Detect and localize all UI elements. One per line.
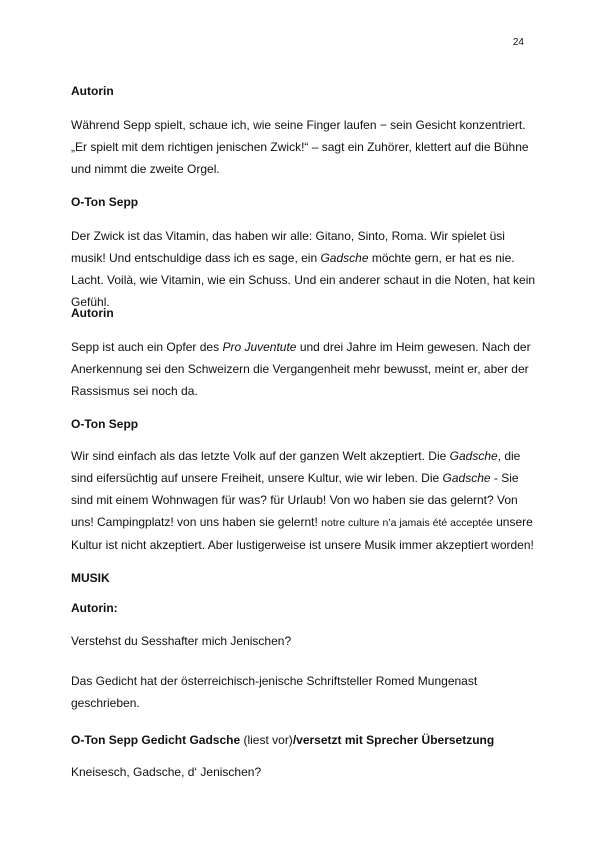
paragraph-3 xyxy=(71,336,537,402)
heading-musik: MUSIK xyxy=(71,571,110,585)
heading-gedicht: O-Ton Sepp Gedicht Gadsche (liest vor)/versetzt mit Sprecher Übersetzung xyxy=(71,733,495,747)
heading-autorin-2: Autorin xyxy=(71,306,114,320)
heading-oton-sepp-2: O-Ton Sepp xyxy=(71,417,139,431)
paragraph-1-text: Während Sepp spielt, schaue ich, wie seine Finger laufen − sein Gesicht konzentriert. „Er spielt mit dem richtigen jenischen Zwick!“ – sagt ein Zuhörer, klettert auf die Bühne und nimmt die zweite Orgel. xyxy=(71,118,529,176)
page-number: 24 xyxy=(512,37,524,48)
paragraph-2-text: Der Zwick ist das Vitamin, das haben wir alle: Gitano, Sinto, Roma. Wir spielet üsi musik! Und entschuldige dass ich es sage, ein Gadsche möchte gern, er hat es nie. Lacht. Voilà, wie Vitamin, wie ein Schuss. Und ein anderer schaut in die Noten, hat kein Gefühl. xyxy=(71,229,536,309)
paragraph-2 xyxy=(71,225,537,313)
paragraph-1 xyxy=(71,114,537,180)
french-quote: notre culture n’a jamais été acceptée xyxy=(321,517,493,529)
paragraph-4-text: Wir sind einfach als das letzte Volk auf der ganzen Welt akzeptiert. Die Gadsche, die sind eifersüchtig auf unsere Freiheit, unsere Kultur, wie wir leben. Die Gadsche - Sie sind mit einem Wohnwagen für was? für Urlaub! Von wo haben sie das gelernt? Von uns! Campingplatz! von uns haben sie gelernt! notre culture n’a jamais été acceptée unsere Kultur ist nicht akzeptiert. Aber lustigerweise ist unsere Musik immer akzeptiert worden! xyxy=(71,449,534,552)
heading-autorin-1: Autorin xyxy=(71,84,114,98)
paragraph-5: Verstehst du Sesshafter mich Jenischen? xyxy=(71,634,292,648)
heading-oton-sepp-1: O-Ton Sepp xyxy=(71,195,139,209)
paragraph-7: Kneisesch, Gadsche, d‘ Jenischen? xyxy=(71,765,262,779)
stage-direction: (liest vor) xyxy=(243,733,293,747)
paragraph-4 xyxy=(71,445,537,556)
paragraph-6: Das Gedicht hat der österreichisch-jenische Schriftsteller Romed Mungenast geschrieben. xyxy=(71,674,478,710)
paragraph-3-text: Sepp ist auch ein Opfer des Pro Juventute und drei Jahre im Heim gewesen. Nach der Anerkennung sei den Schweizern die Vergangenheit mehr bewusst, meint er, aber der Rassismus sei noch da. xyxy=(71,340,531,398)
emphasis-gadsche: Gadsche xyxy=(449,449,498,463)
emphasis-pro-juventute: Pro Juventute xyxy=(222,340,297,354)
heading-autorin-3: Autorin: xyxy=(71,601,118,615)
emphasis-gadsche: Gadsche xyxy=(320,251,369,265)
emphasis-gadsche: Gadsche xyxy=(442,471,491,485)
